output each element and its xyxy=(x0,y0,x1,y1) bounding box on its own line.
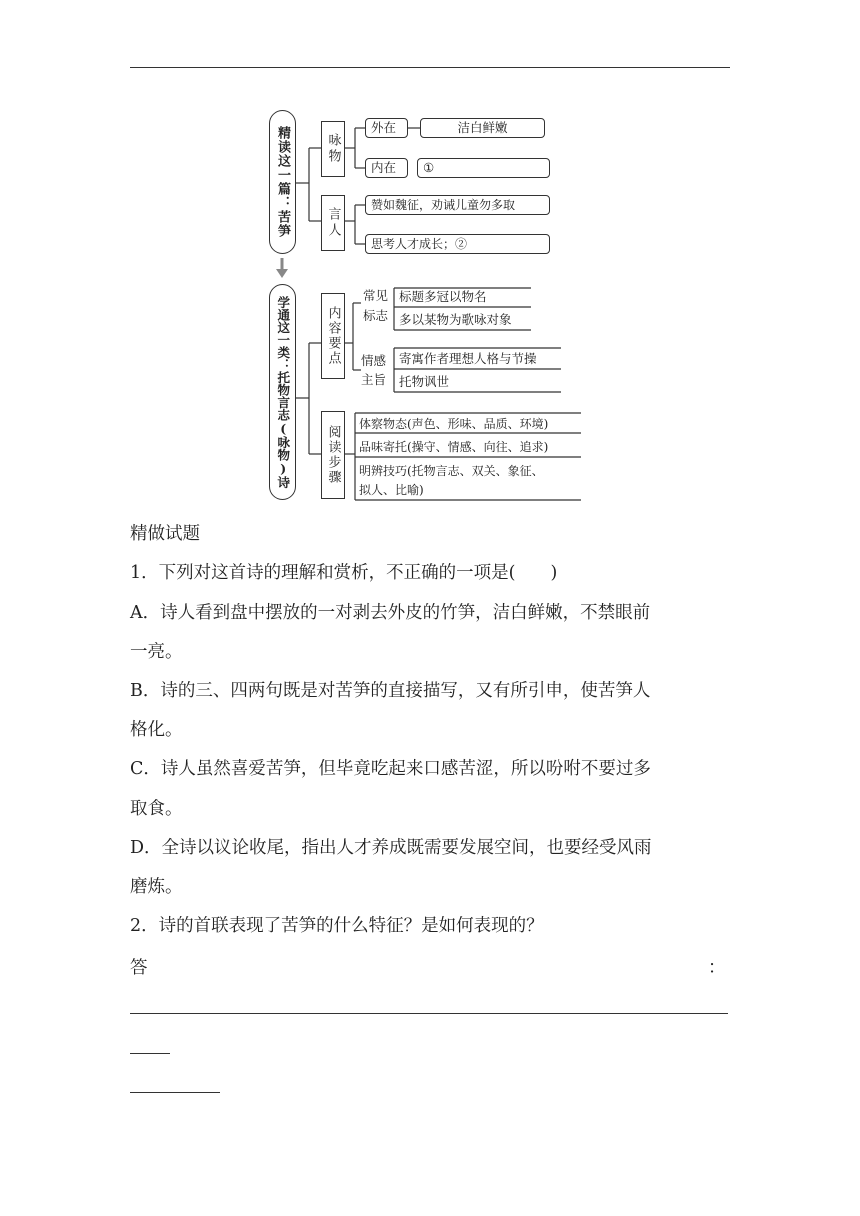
yuedu-box: 阅读步骤 xyxy=(321,411,345,499)
sign-item-1: 标题多冠以物名 xyxy=(399,289,487,304)
yanren-box: 言人 xyxy=(321,195,345,251)
yongwu-box: 咏物 xyxy=(321,121,345,177)
question-1-stem: 1．下列对这首诗的理解和赏析，不正确的一项是( ) xyxy=(130,563,558,583)
outer-label-box: 外在 xyxy=(365,118,408,138)
emotion-label-2: 主旨 xyxy=(361,372,387,387)
sign-item-2: 多以某物为歌咏对象 xyxy=(399,312,512,327)
answer-colon: ： xyxy=(708,958,726,978)
reading-step-1: 体察物态(声色、形味、品质、环境) xyxy=(359,417,549,431)
emotion-item-1: 寄寓作者理想人格与节操 xyxy=(399,351,537,366)
section-title: 精做试题 xyxy=(130,524,200,544)
reading-step-3b: 拟人、比喻) xyxy=(359,483,424,497)
option-c-line-1: C．诗人虽然喜爱苦笋，但毕竟吃起来口感苦涩，所以吩咐不要过多 xyxy=(130,759,651,779)
neirong-box: 内容要点 xyxy=(321,293,345,379)
option-c-line-2: 取食。 xyxy=(130,799,183,819)
reading-step-3a: 明辨技巧(托物言志、双关、象征、 xyxy=(359,464,544,478)
top-pill-label: 精读这一篇：苦笋 xyxy=(269,110,296,254)
option-b-line-2: 格化。 xyxy=(130,720,183,740)
common-sign-label-1: 常见 xyxy=(363,288,389,303)
reading-step-2: 品味寄托(操守、情感、向往、追求) xyxy=(359,440,549,454)
inner-label-box: 内在 xyxy=(365,158,408,178)
answer-line-1[interactable] xyxy=(130,1013,728,1014)
mind-map-diagram xyxy=(265,108,585,508)
answer-line-3[interactable] xyxy=(130,1092,220,1093)
option-a-line-2: 一亮。 xyxy=(130,642,183,662)
answer-label: 答 xyxy=(130,958,148,978)
emotion-item-2: 托物讽世 xyxy=(399,374,450,389)
common-sign-label-2: 标志 xyxy=(363,308,389,323)
answer-line-2[interactable] xyxy=(130,1053,170,1054)
option-d-line-1: D．全诗以议论收尾，指出人才养成既需要发展空间，也要经受风雨 xyxy=(130,838,652,858)
outer-value-box: 洁白鲜嫩 xyxy=(420,118,545,138)
yanren-item-2: 思考人才成长；② xyxy=(365,234,550,254)
bottom-pill-label: 学通这一类：托物言志(咏物)诗 xyxy=(269,284,296,500)
question-2-stem: 2．诗的首联表现了苦笋的什么特征？是如何表现的？ xyxy=(130,916,544,936)
inner-value-box: ① xyxy=(417,158,550,178)
option-a-line-1: A．诗人看到盘中摆放的一对剥去外皮的竹笋，洁白鲜嫩，不禁眼前 xyxy=(130,603,651,623)
emotion-label-1: 情感 xyxy=(361,353,387,368)
option-d-line-2: 磨炼。 xyxy=(130,877,183,897)
yanren-item-1: 赞如魏征，劝诫儿童勿多取 xyxy=(365,195,550,215)
header-rule xyxy=(130,67,730,68)
option-b-line-1: B．诗的三、四两句既是对苦笋的直接描写，又有所引申，使苦笋人 xyxy=(130,681,651,701)
